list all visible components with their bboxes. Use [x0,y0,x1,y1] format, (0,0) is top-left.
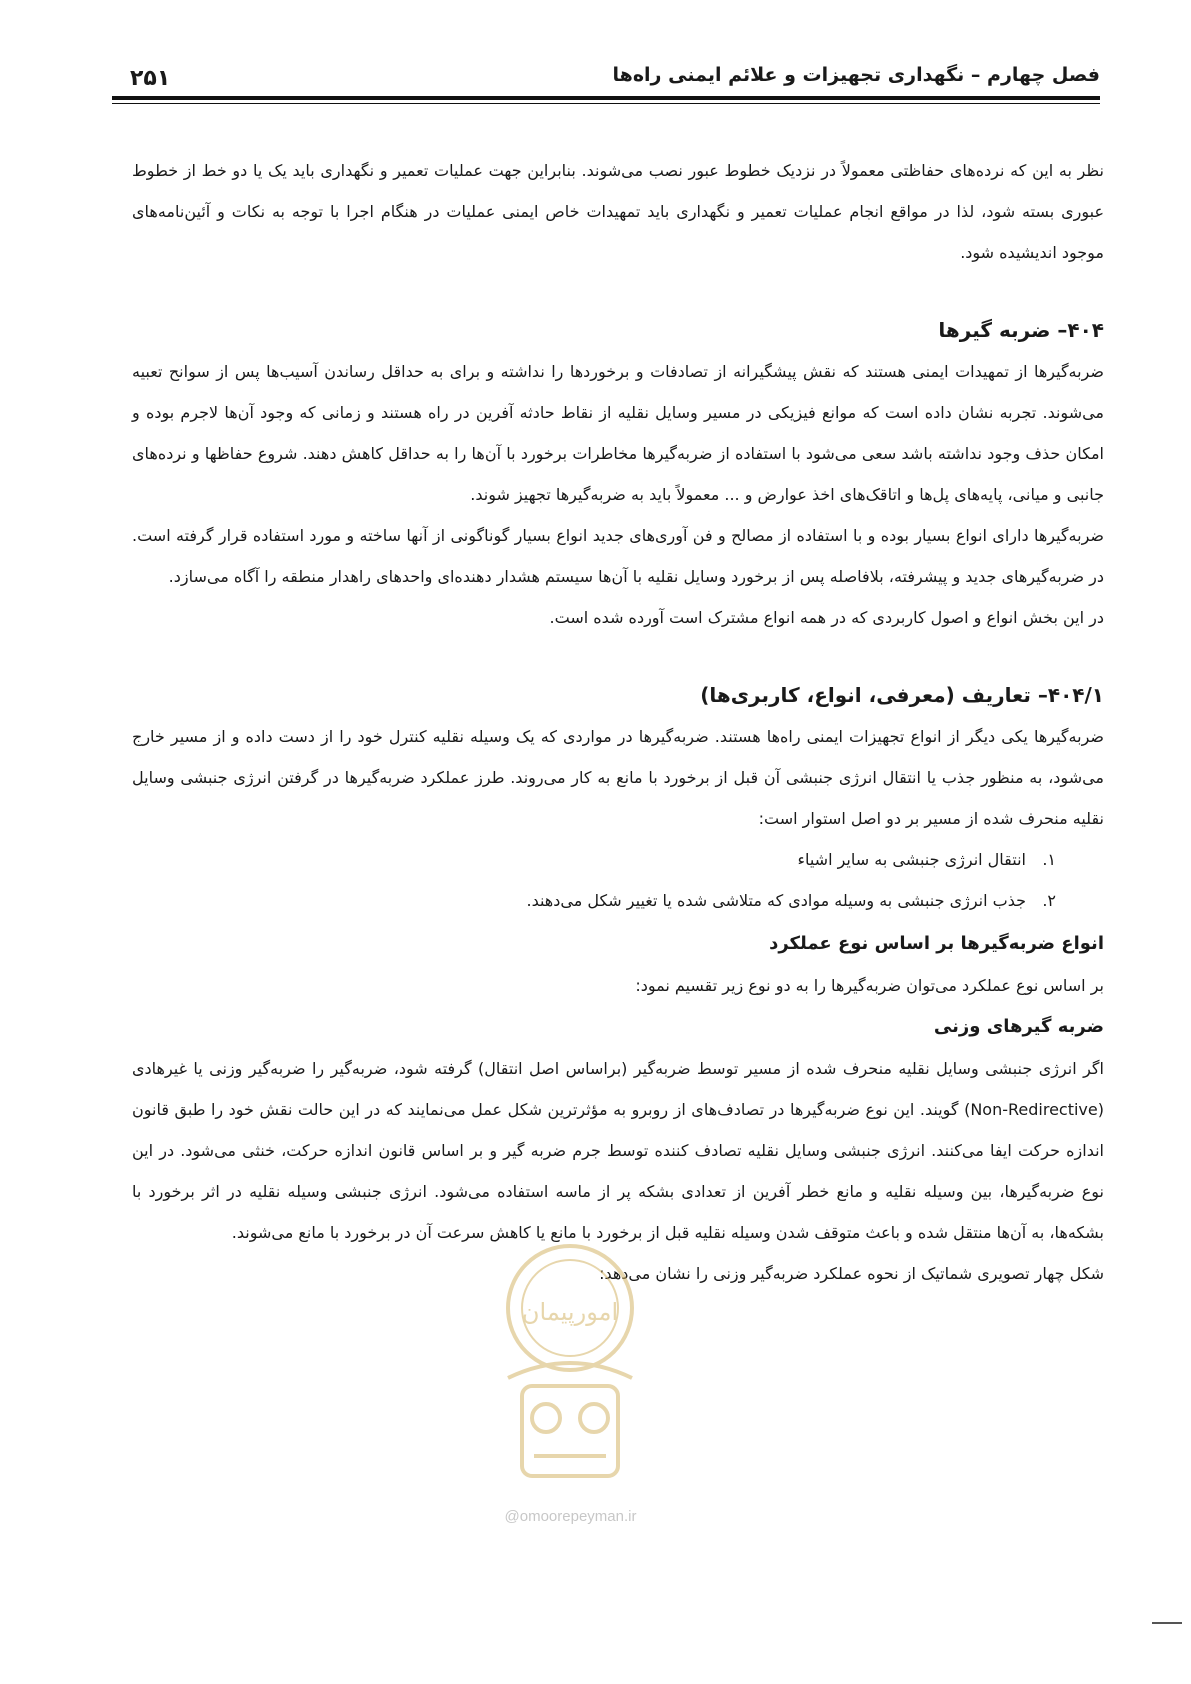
watermark-logo-text: امورپیمان [521,1298,619,1326]
section-404-heading: ۴۰۴– ضربه گیرها [938,318,1104,342]
page-body [132,150,1104,1294]
section-404-1-paragraph: ضربه‌گیرها یکی دیگر از انواع تجهیزات ایمنی راه‌ها هستند. ضربه‌گیرها در مواردی که یک وسیله نقلیه کنترل خود را از دست داده و از مسیر خارج می‌شود، به منظور جذب یا انتقال انرژی جنبشی آن قبل از برخورد با مانع به کار می‌روند. طرز عملکرد ضربه‌گیرها در گرفتن انرژی جنبشی وسایل نقلیه منحرف شده از مسیر بر دو اصل استوار است: [132,727,1104,828]
types-intro: بر اساس نوع عملکرد می‌توان ضربه‌گیرها را به دو نوع زیر تقسیم نمود: [635,976,1104,995]
header-rule-thin [112,103,1100,104]
section-404-paragraph-3: در این بخش انواع و اصول کاربردی که در همه انواع مشترک است آورده شده است. [549,608,1104,627]
section-404-paragraph-1: ضربه‌گیرها از تمهیدات ایمنی هستند که نقش پیشگیرانه از تصادفات و برخوردها را نداشته و برای به حداقل رساندن آسیب‌ها پس از سوانح تعبیه می‌شوند. تجربه نشان داده است که موانع فیزیکی در مسیر وسایل نقلیه از نقاط حادثه آفرین در راه هستند و زمانی که وجود آن‌ها لاجرم بوده و امکان حذف وجود نداشته باشد سعی می‌شود با استفاده از ضربه‌گیرها مخاطرات برخورد با آن‌ها را به حداقل کاهش دهند. شروع حفاظها و نرده‌های جانبی و میانی، پایه‌های پل‌ها و اتاقک‌های اخذ عوارض و ... معمولاً باید به ضربه‌گیرها تجهیز شوند. [132,362,1104,504]
list-number: ۱. [1042,850,1056,869]
list-text: جذب انرژی جنبشی به وسیله موادی که متلاشی شده یا تغییر شکل می‌دهند. [526,891,1026,910]
weight-paragraph: اگر انرژی جنبشی وسایل نقلیه منحرف شده از مسیر توسط ضربه‌گیر (براساس اصل انتقال) گرفته شود، ضربه‌گیر را ضربه‌گیر وزنی یا غیرهادی (Non-Redirective) گویند. این نوع ضربه‌گیرها در تصادف‌های از روبرو به مؤثرترین شکل عمل می‌نمایند که در این حالت نقش خود را طبق قانون اندازه حرکت ایفا می‌کنند. انرژی جنبشی وسایل نقلیه تصادف کننده توسط جرم ضربه گیر و بر اساس قانون اندازه حرکت، خنثی می‌شود. در این نوع ضربه‌گیرها، بین وسیله نقلیه و مانع خطر آفرین از تعدادی بشکه پر از ماسه استفاده می‌شود. انرژی جنبشی وسیله نقلیه در اثر برخورد با بشکه‌ها، به آن‌ها منتقل شده و باعث متوقف شدن وسیله نقلیه قبل از برخورد با مانع یا کاهش سرعت آن در برخورد با مانع می‌شوند. [132,1059,1104,1242]
list-text: انتقال انرژی جنبشی به سایر اشیاء [797,850,1026,869]
figure-intro: شکل چهار تصویری شماتیک از نحوه عملکرد ضربه‌گیر وزنی را نشان می‌دهد: [599,1264,1104,1283]
watermark-site: @omoorepeyman.ir [504,1508,637,1525]
header-rule-thick [112,96,1100,100]
page-number: ۲۵۱ [130,66,171,91]
types-heading: انواع ضربه‌گیرها بر اساس نوع عملکرد [769,933,1104,954]
section-404-1-heading: ۴۰۴/۱– تعاریف (معرفی، انواع، کاربری‌ها) [700,683,1104,707]
scan-edge-mark [1152,1622,1182,1624]
page-header [112,58,1100,98]
list-item [132,839,1104,880]
intro-paragraph: نظر به این که نرده‌های حفاظتی معمولاً در نزدیک خطوط عبور نصب می‌شوند. بنابراین جهت عملیات تعمیر و نگهداری باید یک یا دو خط از خطوط عبوری بسته شود، لذا در مواقع انجام عملیات تعمیر و نگهداری باید تمهیدات خاص ایمنی عملیات در هنگام اجرا با توجه به نکات و آئین‌نامه‌های موجود اندیشیده شود. [132,161,1104,262]
list-number: ۲. [1042,891,1056,910]
section-404-paragraph-2: ضربه‌گیرها دارای انواع بسیار بوده و با استفاده از مصالح و فن آوری‌های جدید انواع بسیار گوناگونی از آنها ساخته و مورد استفاده قرار گرفته است. در ضربه‌گیرهای جدید و پیشرفته، بلافاصله پس از برخورد وسایل نقلیه با آن‌ها سیستم هشدار دهنده‌ای واحدهای راهدار منطقه را آگاه می‌سازد. [132,526,1104,586]
list-item [132,880,1104,921]
chapter-title: فصل چهارم – نگهداری تجهیزات و علائم ایمنی راه‌ها [612,64,1100,86]
weight-heading: ضربه گیرهای وزنی [933,1016,1104,1037]
